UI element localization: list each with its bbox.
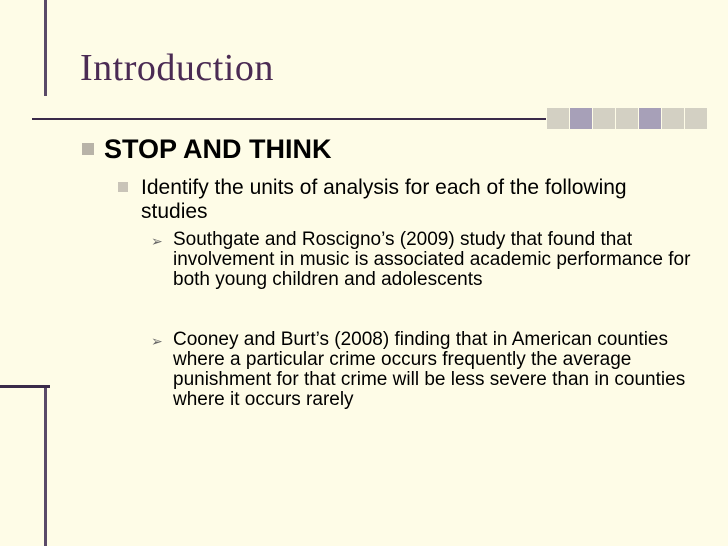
tile — [638, 108, 661, 129]
tile — [569, 108, 592, 129]
tile — [546, 108, 569, 129]
bullet-level3-text: Cooney and Burt’s (2008) finding that in American counties where a particular crime occurs frequently the average punishment for that crime will be less severe than in counties where it occurs rarely — [173, 329, 686, 410]
square-bullet-icon — [82, 143, 94, 155]
tile — [684, 108, 707, 129]
left-rule-bottom — [44, 387, 47, 546]
square-bullet-icon — [118, 182, 128, 192]
bottom-accent-bar — [0, 385, 50, 388]
bullet-level2 — [118, 176, 678, 224]
bullet-level2-text: Identify the units of analysis for each of the following studies — [141, 176, 627, 223]
title-divider — [32, 118, 546, 120]
tile — [661, 108, 684, 129]
bullet-level3-text: Southgate and Roscigno’s (2009) study that found that involvement in music is associated academic performance for both young children and adolescents — [173, 229, 691, 290]
tile — [615, 108, 638, 129]
arrow-bullet-icon: ➢ — [151, 333, 163, 349]
bullet-level3 — [151, 230, 691, 290]
bullet-level1-text: STOP AND THINK — [104, 134, 332, 164]
arrow-bullet-icon: ➢ — [151, 233, 163, 249]
slide-title: Introduction — [80, 47, 274, 89]
tile — [592, 108, 615, 129]
left-rule-top — [44, 0, 47, 96]
bullet-level3 — [151, 330, 691, 410]
bullet-level1 — [82, 134, 332, 165]
decorative-tiles — [546, 108, 707, 129]
